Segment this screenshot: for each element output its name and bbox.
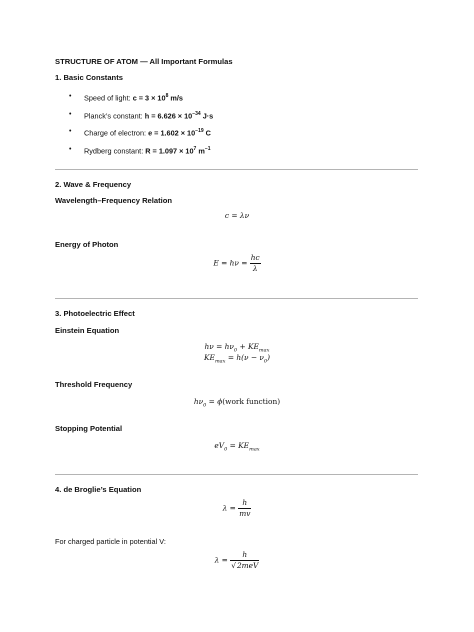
bullet-dot: • [69, 93, 72, 100]
equation-kinetic-energy: $KE_{max} = h(\nu - \nu_0)$ [204, 353, 270, 365]
bullet-dot: • [69, 146, 72, 153]
subheading-energy-of-photon: Energy of Photon [55, 240, 119, 249]
constant-rydberg: Rydberg constant: $R = 1.097 \times 10^7$ $m^{-1}$ [84, 146, 211, 156]
section-3-heading: 3. Photoelectric Effect [55, 309, 135, 318]
subheading-wavelength-frequency: Wavelength–Frequency Relation [55, 196, 173, 205]
constant-electron-charge: Charge of electron: $e = 1.602 \times 10^{-19}$ C [84, 128, 211, 138]
subheading-einstein-equation: Einstein Equation [55, 326, 120, 335]
page-title: STRUCTURE OF ATOM — All Important Formulas [55, 57, 233, 66]
section-4-heading: 4. de Broglie’s Equation [55, 485, 142, 494]
section-divider [55, 298, 418, 299]
bullet-dot: • [69, 111, 72, 118]
charged-particle-text: For charged particle in potential V: [55, 537, 166, 546]
equation-de-broglie: λ = $\frac{h}{mv}$ [222, 498, 251, 518]
equation-threshold: $h\nu_0$ = ϕ(work function) [193, 397, 281, 409]
square-root-sign: √ [231, 560, 236, 570]
equation-einstein: $h\nu = h\nu_0 + KE_{max}$ [204, 342, 270, 354]
subheading-stopping-potential: Stopping Potential [55, 424, 123, 433]
equation-photon-energy: E = hν = $\frac{hc}{\lambda}$ [213, 253, 260, 273]
section-divider [55, 169, 418, 170]
bullet-dot: • [69, 128, 72, 135]
section-2-heading: 2. Wave & Frequency [55, 180, 132, 189]
constant-speed-of-light: Speed of light: $c = 3 \times 10^8$ m/s [84, 93, 183, 103]
section-divider [55, 474, 418, 475]
equation-de-broglie-charged: λ = h √2meV [214, 550, 259, 570]
section-1-heading: 1. Basic Constants [55, 73, 123, 82]
constant-planck: Planck’s constant: $h = 6.626 \times 10^{-34}$ J·s [84, 111, 214, 121]
subheading-threshold-frequency: Threshold Frequency [55, 380, 133, 389]
equation-stopping-potential: $eV_0 = KE_{max}$ [214, 441, 260, 453]
equation-c-lambda-nu: c = λν [224, 211, 250, 220]
